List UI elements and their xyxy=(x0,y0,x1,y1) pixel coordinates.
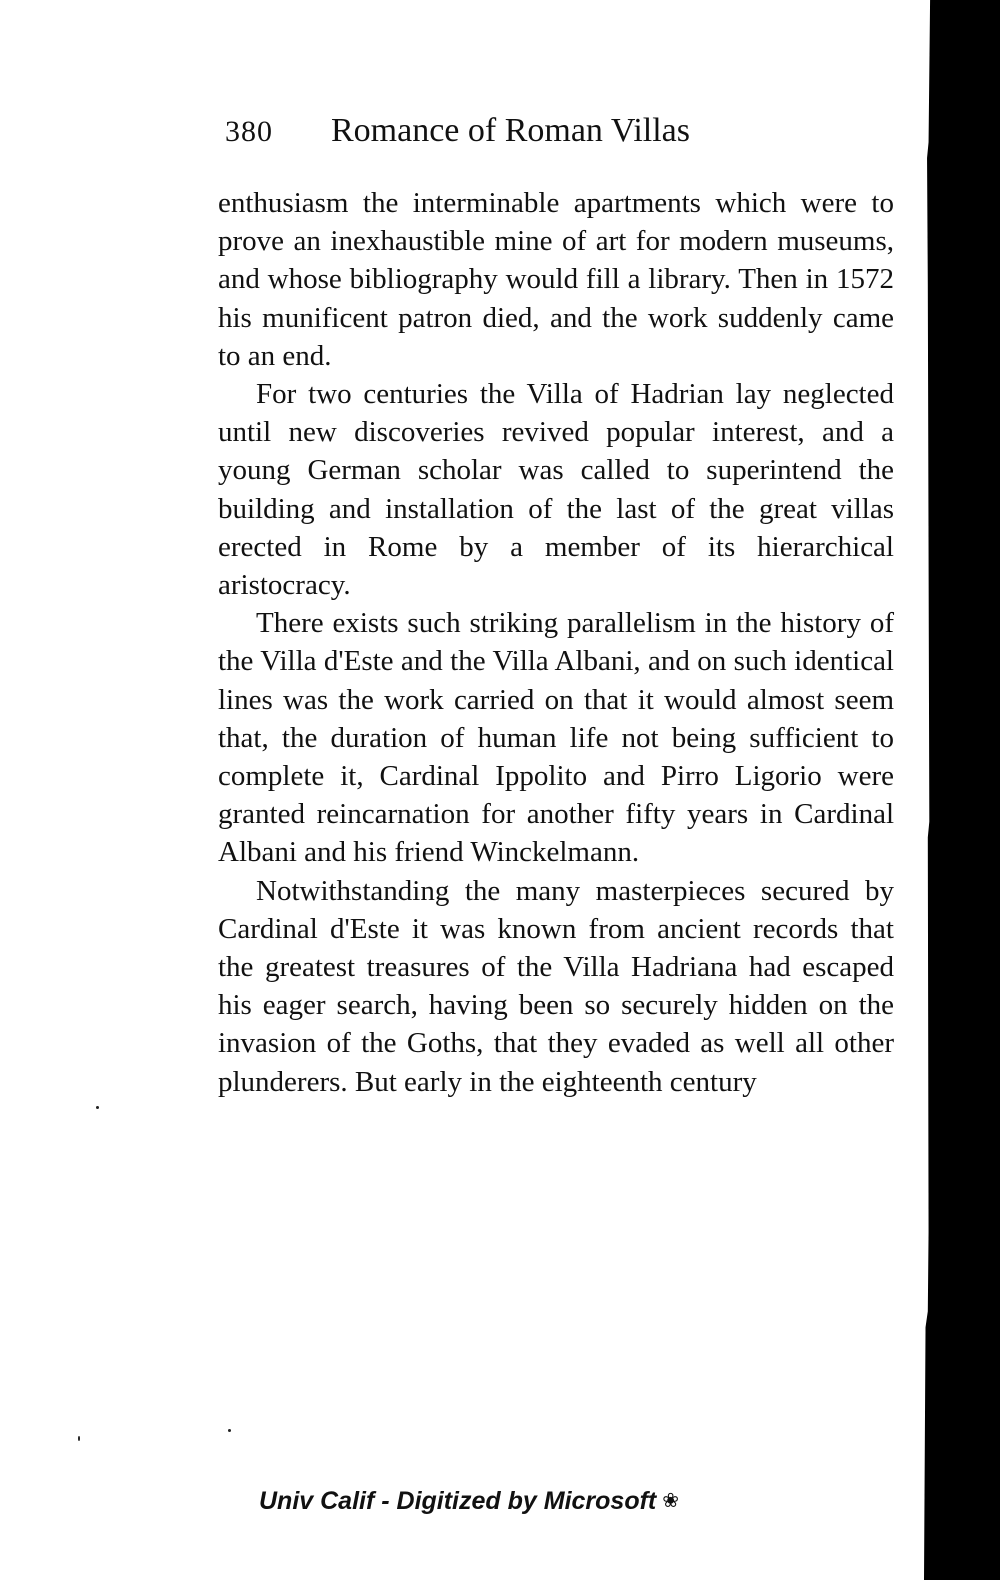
scan-speck xyxy=(228,1429,231,1432)
paragraph-parallelism: There exists such striking parallelism in the history of the Villa d'Este and the Villa Albani, and on such identical lines was the work carried on that it would almost seem that, the duration of human life not being sufficient to complete it, Cardinal Ippolito and Pirro Ligorio were granted reincarnation for another fifty years in Cardinal Albani and his friend Winckelmann. xyxy=(218,607,894,869)
page-number: 380 xyxy=(225,115,273,148)
scan-speck xyxy=(96,1106,99,1109)
paragraph-continuation: enthusiasm the interminable apartments which were to prove an inexhaustible mine of art for modern museums, and whose bibliography would fill a library. Then in 1572 his munificent patron died, and the work suddenly came to an end. xyxy=(218,187,894,372)
paragraph-villa-hadrian: For two centuries the Villa of Hadrian lay neglected until new discoveries revived popular interest, and a young German scholar was called to superintend the building and installation of the last of the great villas erected in Rome by a member of its hierarchical aristocracy. xyxy=(218,378,894,602)
running-title: Romance of Roman Villas xyxy=(331,112,690,149)
page-header xyxy=(225,112,805,160)
microsoft-logo-icon: ❀ xyxy=(662,1490,680,1512)
watermark-text: Univ Calif - Digitized by Microsoft xyxy=(259,1487,657,1515)
scan-speck xyxy=(78,1436,80,1441)
paragraph-notwithstanding: Notwithstanding the many masterpieces secured by Cardinal d'Este it was known from ancient records that the greatest treasures of the Villa Hadriana had escaped his eager search, having been so securely hidden on the invasion of the Goths, that they evaded as well all other plunderers. But early in the eighteenth century xyxy=(218,874,894,1098)
scan-black-edge xyxy=(924,0,1000,1580)
digitization-watermark xyxy=(259,1487,679,1516)
body-text xyxy=(218,184,894,1101)
